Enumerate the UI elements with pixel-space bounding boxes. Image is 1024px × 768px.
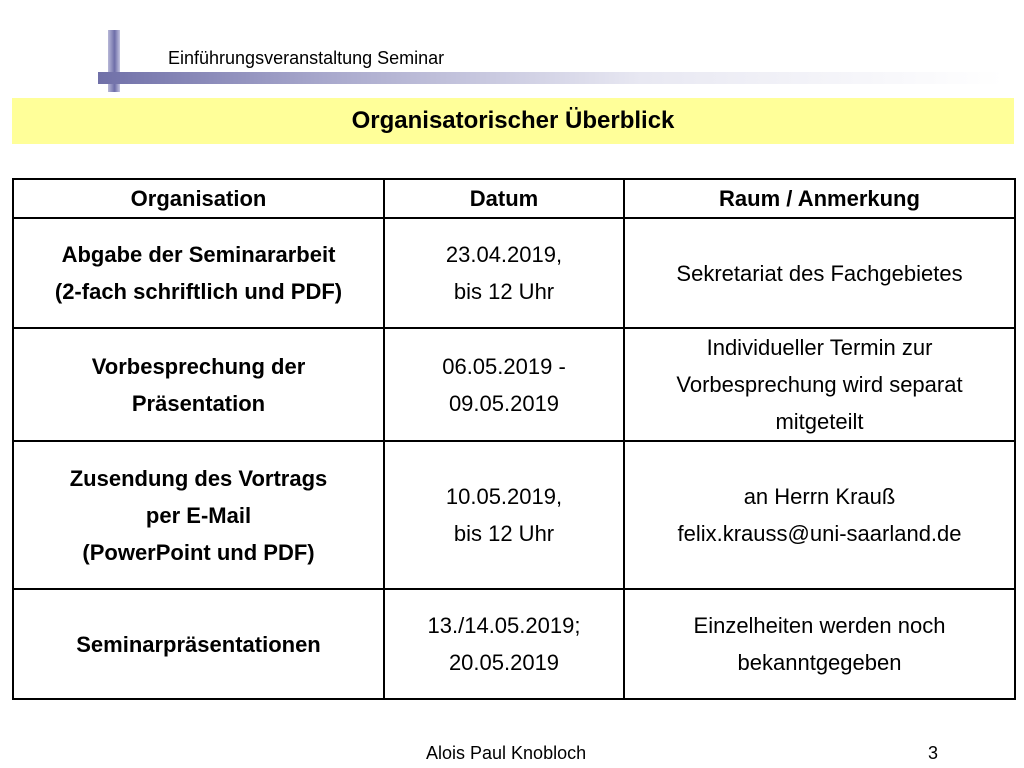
- cell-line: 09.05.2019: [448, 390, 560, 416]
- schedule-table: [12, 178, 1016, 700]
- column-header-organisation: Organisation: [13, 179, 384, 218]
- header-decoration-horizontal-bar: [98, 72, 1004, 84]
- cell-line: Individueller Termin zur: [706, 335, 933, 360]
- organisation-cell: [13, 441, 384, 589]
- page-number: 3: [928, 743, 939, 763]
- table-row: [13, 441, 1015, 589]
- table-row: [13, 328, 1015, 441]
- cell-line: bis 12 Uhr: [453, 521, 555, 546]
- email-text: felix.krauss@uni-saarland.de: [677, 521, 962, 546]
- cell-line: 23.04.2019,: [445, 242, 563, 267]
- cell-line: Präsentation: [131, 390, 266, 416]
- datum-cell: [384, 441, 624, 589]
- cell-line: bekanntgegeben: [737, 650, 902, 675]
- anmerkung-cell: [624, 589, 1015, 699]
- cell-line: Vorbesprechung der: [91, 353, 306, 379]
- organisation-cell: [13, 589, 384, 699]
- column-header-anmerkung: Raum / Anmerkung: [624, 179, 1015, 218]
- cell-line: Vorbesprechung wird separat: [676, 372, 963, 397]
- cell-line: 06.05.2019 -: [442, 353, 566, 379]
- organisation-cell: [13, 218, 384, 328]
- organisation-cell: [13, 328, 384, 441]
- cell-line: bis 12 Uhr: [453, 279, 555, 304]
- cell-line: Abgabe der Seminararbeit: [61, 242, 336, 267]
- table-row: [13, 218, 1015, 328]
- datum-cell: [384, 328, 624, 441]
- cell-line: an Herrn Krauß: [743, 484, 896, 509]
- cell-line: 10.05.2019,: [445, 484, 563, 509]
- cell-line: Einzelheiten werden noch: [693, 613, 946, 638]
- cell-line: 13./14.05.2019;: [427, 613, 581, 638]
- anmerkung-cell: [624, 328, 1015, 441]
- anmerkung-cell: [624, 441, 1015, 589]
- cell-line: (PowerPoint und PDF): [82, 539, 315, 565]
- cell-line: Seminarpräsentationen: [76, 631, 321, 657]
- slide-title: Organisatorischer Überblick: [351, 107, 675, 134]
- datum-cell: [384, 589, 624, 699]
- cell-line: per E-Mail: [145, 502, 252, 528]
- table-header-row: [13, 179, 1015, 218]
- cell-line: Sekretariat des Fachgebietes: [676, 260, 963, 286]
- cell-line: 20.05.2019: [448, 650, 560, 675]
- cell-line: (2-fach schriftlich und PDF): [54, 279, 343, 304]
- cell-line: mitgeteilt: [775, 409, 864, 434]
- header-title: Einführungsveranstaltung Seminar: [168, 48, 445, 68]
- title-banner: [12, 98, 1014, 144]
- datum-cell: [384, 218, 624, 328]
- cell-line: Zusendung des Vortrags: [69, 465, 328, 491]
- column-header-datum: Datum: [384, 179, 624, 218]
- anmerkung-cell: [624, 218, 1015, 328]
- footer-author: Alois Paul Knobloch: [426, 743, 587, 763]
- table-row: [13, 589, 1015, 699]
